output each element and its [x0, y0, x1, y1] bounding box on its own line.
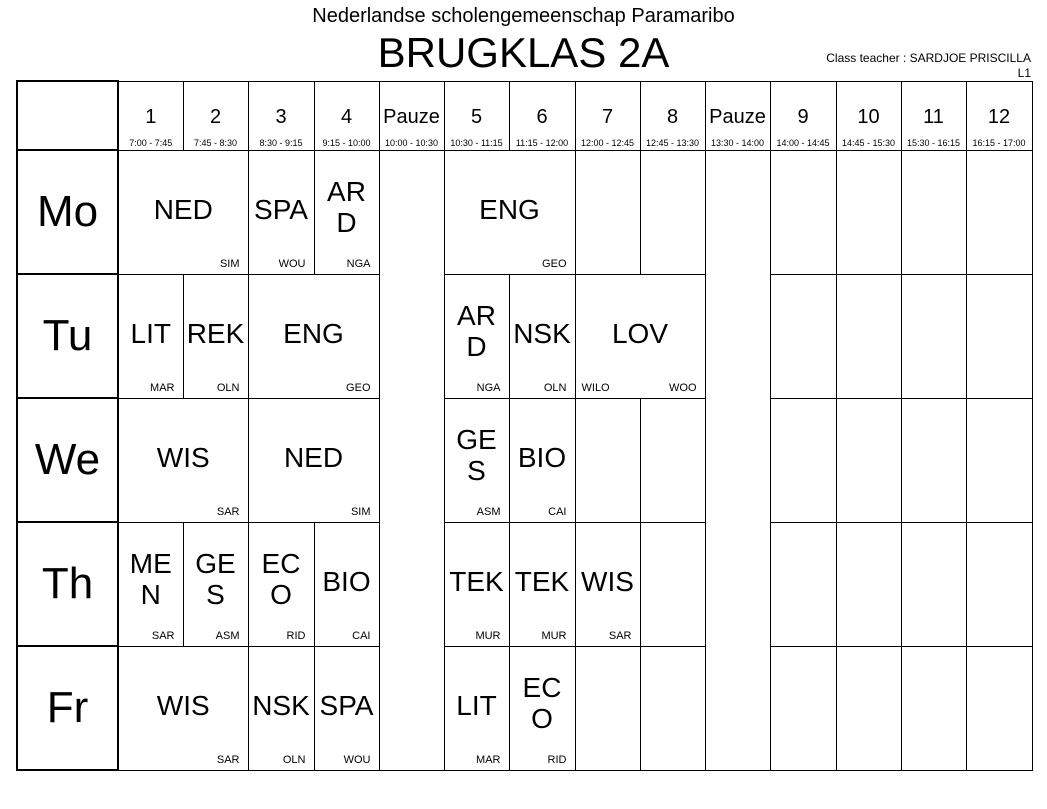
lesson-subject: NSK — [252, 690, 310, 722]
period-time: 7:00 - 7:45 — [129, 137, 173, 148]
empty-cell — [966, 274, 1032, 398]
lesson-subject: LIT — [456, 690, 497, 722]
lesson-cell — [444, 274, 509, 398]
period-time: 16:15 - 17:00 — [972, 137, 1026, 148]
period-number: 7 — [601, 105, 614, 128]
period-number: 6 — [536, 105, 548, 128]
timetable — [16, 80, 1031, 769]
lesson-teacher: RID — [547, 753, 567, 766]
lesson-subject: TEK — [514, 566, 570, 598]
lesson-subject: LOV — [611, 318, 669, 350]
period-time: 10:30 - 11:15 — [450, 137, 503, 148]
period-number: 10 — [857, 105, 880, 128]
lesson-cell — [509, 646, 575, 770]
lesson-teacher: CAI — [548, 505, 567, 518]
day-row-mo — [17, 150, 1032, 274]
lesson-cell — [444, 150, 575, 274]
lesson-cell — [183, 522, 248, 646]
period-time: 9:15 - 10:00 — [322, 137, 371, 148]
lesson-teacher: SAR — [608, 629, 632, 642]
period-header — [183, 81, 248, 150]
lesson-subject: GES — [456, 424, 497, 487]
lesson-cell — [575, 274, 705, 398]
day-name: Tu — [42, 311, 93, 360]
empty-cell — [640, 150, 705, 274]
day-name: Fr — [46, 683, 89, 732]
period-header — [770, 81, 836, 150]
lesson-teacher: NGA — [476, 381, 501, 394]
lesson-teacher: GEO — [542, 257, 567, 270]
lesson-cell — [248, 522, 314, 646]
period-number: 3 — [275, 105, 287, 128]
empty-cell — [966, 522, 1032, 646]
period-header — [575, 81, 640, 150]
period-number: 2 — [209, 105, 222, 128]
lesson-teacher: GEO — [346, 381, 371, 394]
lesson-subject: REK — [186, 318, 245, 350]
empty-cell — [770, 150, 836, 274]
lesson-subject: BIO — [517, 442, 567, 474]
day-row-we — [17, 398, 1032, 522]
period-header — [314, 81, 379, 150]
lesson-cell — [118, 398, 248, 522]
period-header — [901, 81, 966, 150]
lesson-cell — [509, 398, 575, 522]
empty-cell — [836, 646, 901, 770]
lesson-cell — [118, 150, 248, 274]
day-label — [17, 150, 118, 274]
period-time: 10:00 - 10:30 — [384, 137, 439, 148]
empty-cell — [836, 150, 901, 274]
lesson-subject: NED — [283, 442, 344, 474]
lesson-teacher: MAR — [476, 753, 501, 766]
lesson-cell — [575, 522, 640, 646]
lesson-teacher: SAR — [216, 753, 240, 766]
period-time: 14:00 - 14:45 — [776, 137, 830, 148]
lesson-subject: WIS — [156, 442, 210, 474]
period-number: 12 — [987, 105, 1011, 128]
lesson-teacher: WOU — [278, 257, 306, 270]
class-teacher: Class teacher : SARDJOE PRISCILLA — [826, 51, 1031, 65]
lesson-cell — [248, 150, 314, 274]
lesson-cell — [314, 150, 379, 274]
day-name: We — [34, 435, 101, 484]
period-number: 1 — [145, 105, 157, 128]
header-row — [17, 81, 1032, 150]
empty-cell — [966, 646, 1032, 770]
period-header — [640, 81, 705, 150]
lesson-subject: ECO — [261, 548, 301, 611]
day-row-th — [17, 522, 1032, 646]
empty-cell — [901, 522, 966, 646]
lesson-cell — [118, 274, 183, 398]
lesson-subject: ECO — [522, 672, 562, 735]
empty-cell — [640, 646, 705, 770]
lesson-teacher: SIM — [350, 505, 371, 518]
lesson-teacher: ASM — [476, 505, 501, 518]
day-label — [17, 646, 118, 770]
period-time: 11:15 - 12:00 — [515, 137, 569, 148]
empty-cell — [770, 646, 836, 770]
day-label — [17, 274, 118, 398]
day-name: Mo — [36, 187, 99, 236]
lesson-cell — [509, 274, 575, 398]
lesson-teacher: MUR — [541, 629, 567, 642]
lesson-subject: NED — [153, 194, 213, 226]
room-label: L1 — [1017, 66, 1031, 80]
lesson-subject: NSK — [513, 318, 571, 350]
empty-cell — [836, 274, 901, 398]
break-header — [705, 81, 770, 150]
empty-cell — [836, 522, 901, 646]
empty-cell — [770, 274, 836, 398]
day-label — [17, 398, 118, 522]
corner-cell — [17, 81, 118, 150]
class-title: BRUGKLAS 2A — [377, 29, 670, 76]
lesson-subject: GES — [195, 548, 236, 611]
lesson-subject: ENG — [479, 194, 540, 226]
lesson-teacher: WOU — [343, 753, 371, 766]
period-header — [444, 81, 509, 150]
period-header — [836, 81, 901, 150]
period-time: 15:30 - 16:15 — [906, 137, 961, 148]
day-row-fr — [17, 646, 1032, 770]
period-number: 9 — [797, 105, 809, 128]
lesson-teacher: MUR — [475, 629, 501, 642]
period-number: 4 — [340, 105, 353, 128]
empty-cell — [901, 646, 966, 770]
empty-cell — [575, 646, 640, 770]
lesson-cell — [118, 522, 183, 646]
lesson-subject: SPA — [319, 690, 374, 722]
day-name: Th — [41, 559, 94, 608]
lesson-subject: BIO — [322, 566, 371, 598]
lesson-cell — [183, 274, 248, 398]
lesson-teacher: SAR — [151, 629, 175, 642]
period-header — [966, 81, 1032, 150]
lesson-subject: WIS — [581, 566, 634, 598]
period-time: 14:45 - 15:30 — [841, 137, 896, 148]
period-number: 11 — [923, 105, 944, 128]
break-header — [379, 81, 444, 150]
lesson-teacher: OLN — [216, 381, 240, 394]
period-number: Pauze — [383, 105, 440, 128]
lesson-subject: ENG — [283, 318, 344, 350]
lesson-teacher: SIM — [219, 257, 240, 270]
lesson-subject: WIS — [156, 690, 210, 722]
lesson-teacher: OLN — [543, 381, 567, 394]
empty-cell — [770, 522, 836, 646]
period-time: 12:00 - 12:45 — [580, 137, 635, 148]
lesson-subject: SPA — [254, 194, 308, 226]
lesson-cell — [248, 274, 379, 398]
lesson-cell — [314, 646, 379, 770]
empty-cell — [770, 398, 836, 522]
lesson-cell — [314, 522, 379, 646]
lesson-cell — [509, 522, 575, 646]
lesson-subject: MEN — [129, 548, 172, 611]
break-column — [379, 150, 444, 770]
empty-cell — [901, 398, 966, 522]
period-time: 8:30 - 9:15 — [259, 137, 303, 148]
lesson-cell — [248, 646, 314, 770]
period-header — [509, 81, 575, 150]
lesson-subject: ARD — [457, 300, 496, 363]
lesson-subject: LIT — [130, 318, 171, 350]
break-column — [705, 150, 770, 770]
period-header — [118, 81, 183, 150]
empty-cell — [640, 398, 705, 522]
lesson-teacher: OLN — [282, 753, 306, 766]
period-time: 12:45 - 13:30 — [645, 137, 700, 148]
lesson-cell — [444, 646, 509, 770]
empty-cell — [901, 274, 966, 398]
lesson-subject: TEK — [449, 566, 504, 598]
lesson-teacher: CAI — [352, 629, 371, 642]
empty-cell — [966, 398, 1032, 522]
period-number: 8 — [666, 105, 679, 128]
lesson-subject: ARD — [327, 176, 366, 239]
school-name: Nederlandse scholengemeenschap Paramaribo — [312, 5, 735, 27]
lesson-teacher: SAR — [216, 505, 240, 518]
period-time: 13:30 - 14:00 — [710, 137, 765, 148]
period-time: 7:45 - 8:30 — [193, 137, 238, 148]
period-number: 5 — [470, 105, 483, 128]
empty-cell — [901, 150, 966, 274]
day-row-tu — [17, 274, 1032, 398]
empty-cell — [640, 522, 705, 646]
period-number: Pauze — [709, 105, 766, 128]
lesson-teacher: MAR — [150, 381, 175, 394]
empty-cell — [575, 398, 640, 522]
lesson-teacher: ASM — [215, 629, 240, 642]
lesson-teacher: NGA — [346, 257, 371, 270]
empty-cell — [575, 150, 640, 274]
empty-cell — [836, 398, 901, 522]
lesson-cell — [444, 398, 509, 522]
day-label — [17, 522, 118, 646]
lesson-cell — [444, 522, 509, 646]
lesson-teacher: WILO — [581, 381, 610, 394]
lesson-teacher: WOO — [669, 381, 697, 394]
empty-cell — [966, 150, 1032, 274]
period-header — [248, 81, 314, 150]
lesson-cell — [248, 398, 379, 522]
lesson-cell — [118, 646, 248, 770]
lesson-teacher: RID — [286, 629, 306, 642]
